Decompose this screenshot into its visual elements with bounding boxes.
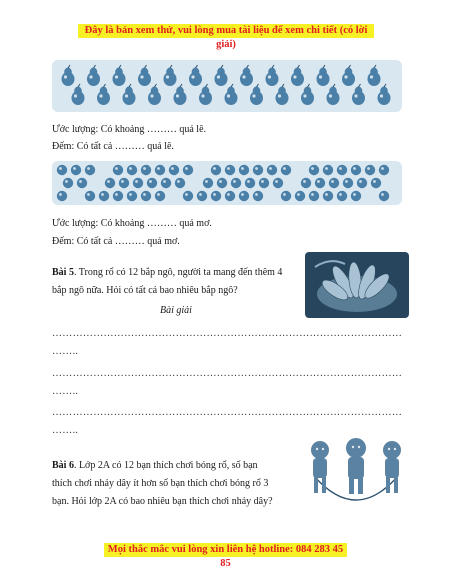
plum-estimate-line: Ước lượng: Có khoảng ……… quả mơ. (52, 218, 212, 229)
bai6-line1: . Lớp 2A có 12 bạn thích chơi bóng rổ, số bạn (73, 460, 258, 471)
answer-line-3: ………………………………………………………………………………………… (52, 407, 403, 418)
bai5-title: Bài 5 (52, 267, 74, 278)
jump-rope-children-illustration (300, 436, 412, 510)
pear-estimate-line: Ước lượng: Có khoảng ……… quả lê. (52, 124, 207, 135)
pear-count-line: Đếm: Có tất cả ……… quả lê. (52, 141, 174, 152)
plum-count-line: Đếm: Có tất cả ……… quả mơ. (52, 236, 180, 247)
answer-tail-3: …….. (52, 425, 79, 436)
bai6-line3: bạn. Hỏi lớp 2A có bao nhiêu bạn thích chơi nhảy dây? (52, 496, 273, 507)
plum-illustration (52, 161, 402, 205)
plum-group-icon (52, 161, 402, 205)
bai6-text (52, 457, 300, 511)
answer-tail-2: …….. (52, 386, 79, 397)
bai6-title: Bài 6 (52, 460, 74, 471)
corn-icon (305, 252, 409, 318)
answer-line-1: ………………………………………………………………………………………… (52, 328, 403, 339)
answer-tail-1: …….. (52, 346, 79, 357)
bai6-line2: thích chơi nhảy dây ít hơn số bạn thích chơi bóng rổ 3 (52, 478, 269, 489)
bai5-line2: bắp ngô nữa. Hỏi có tất cả bao nhiêu bắp ngô? (52, 285, 238, 296)
bai5-solution-label: Bài giải (160, 305, 192, 316)
bai5-text (52, 264, 300, 300)
answer-line-2: ………………………………………………………………………………………… (52, 368, 403, 379)
corn-basket-illustration (305, 252, 409, 318)
preview-notice-banner: Đây là bản xem thử, vui lòng mua tài liệu để xem chi tiết (có lời giải) (78, 24, 374, 38)
children-icon (300, 436, 412, 510)
pear-illustration (52, 60, 402, 112)
bai5-line1: . Trong rổ có 12 bắp ngô, người ta mang đến thêm 4 (73, 267, 283, 278)
pear-group-icon (52, 60, 402, 112)
hotline-banner: Mọi thắc mắc vui lòng xin liên hệ hotline: 084 283 45 85 (104, 543, 347, 557)
